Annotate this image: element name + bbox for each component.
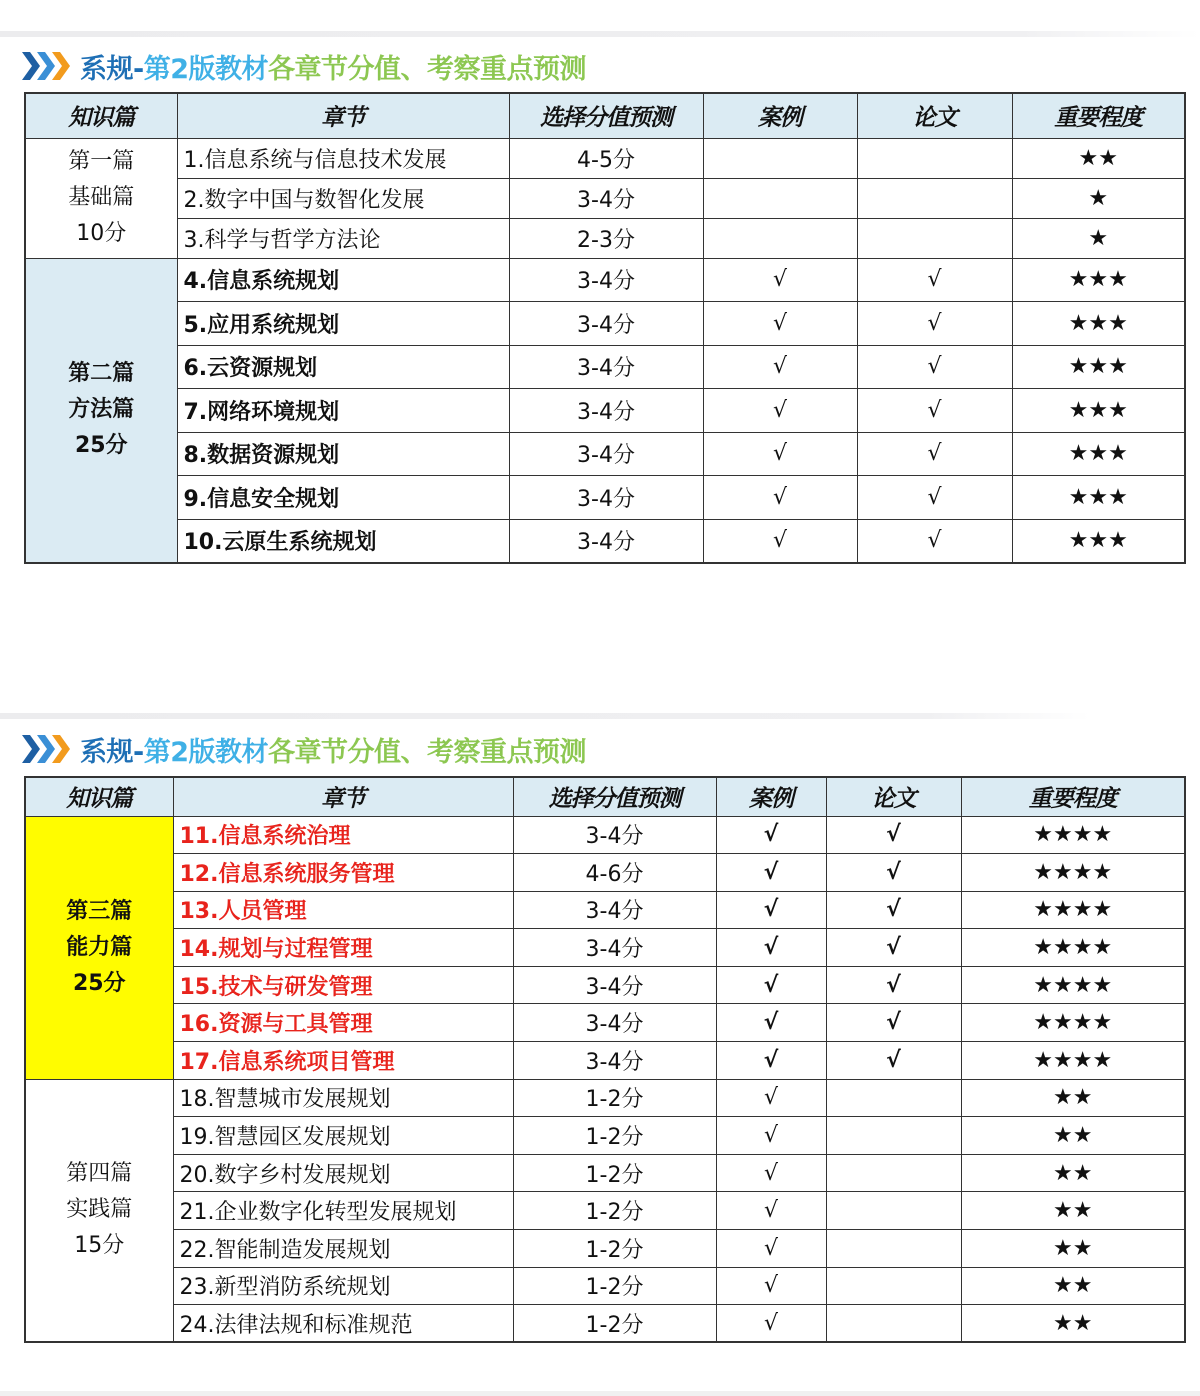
- essay-cell: [857, 178, 1012, 218]
- table-header-row: [25, 777, 1185, 816]
- case-cell: √: [716, 966, 826, 1004]
- score-cell: 3-4分: [513, 1004, 716, 1042]
- title-edition: 第2版教材: [143, 53, 269, 85]
- chapter-cell: 18.智慧城市发展规划: [173, 1079, 513, 1117]
- header-section: 知识篇: [25, 93, 177, 138]
- chapter-score-table-1: [24, 92, 1186, 564]
- chapter-cell: 24.法律法规和标准规范: [173, 1305, 513, 1343]
- header-section: 知识篇: [25, 777, 173, 816]
- case-cell: √: [716, 1117, 826, 1155]
- section-name: 基础篇: [68, 185, 135, 210]
- importance-stars: ★: [1012, 178, 1185, 218]
- title-subject: 各章节分值、考察重点预测: [268, 736, 587, 768]
- importance-stars: ★★: [961, 1117, 1185, 1155]
- case-cell: √: [703, 258, 857, 302]
- chapter-cell: 4.信息系统规划: [177, 258, 509, 302]
- essay-cell: √: [826, 891, 961, 929]
- score-cell: 3-4分: [509, 519, 703, 563]
- title-prefix: 系规-: [80, 53, 144, 85]
- section-label-ability: [25, 816, 173, 1079]
- chapter-cell: 14.规划与过程管理: [173, 929, 513, 967]
- case-cell: √: [716, 1004, 826, 1042]
- importance-stars: ★★★: [1012, 389, 1185, 433]
- table-row: [25, 1079, 1185, 1117]
- score-cell: 1-2分: [513, 1305, 716, 1343]
- title-edition: 第2版教材: [143, 736, 269, 768]
- chapter-score-table-2: [24, 776, 1186, 1343]
- top-divider-band: [0, 31, 1200, 37]
- header-score: 选择分值预测: [509, 93, 703, 138]
- score-cell: 3-4分: [513, 1042, 716, 1080]
- table-row: [25, 138, 1185, 178]
- score-cell: 3-4分: [513, 966, 716, 1004]
- score-cell: 3-4分: [509, 178, 703, 218]
- header-case: 案例: [703, 93, 857, 138]
- chapter-cell: 13.人员管理: [173, 891, 513, 929]
- triple-chevron-right-icon: [22, 50, 72, 82]
- chapter-cell: 3.科学与哲学方法论: [177, 218, 509, 258]
- case-cell: √: [716, 891, 826, 929]
- table-row: [25, 178, 1185, 218]
- score-cell: 3-4分: [513, 891, 716, 929]
- table-row: [25, 1267, 1185, 1305]
- essay-cell: √: [826, 854, 961, 892]
- importance-stars: ★★★: [1012, 302, 1185, 346]
- header-essay: 论文: [857, 93, 1012, 138]
- triple-chevron-right-icon: [22, 733, 72, 765]
- header-importance: 重要程度: [1012, 93, 1185, 138]
- importance-stars: ★★: [961, 1230, 1185, 1268]
- section-number: 第三篇: [66, 898, 133, 924]
- table-row: [25, 816, 1185, 854]
- importance-stars: ★★★★: [961, 1004, 1185, 1042]
- case-cell: √: [703, 519, 857, 563]
- essay-cell: [826, 1305, 961, 1343]
- importance-stars: ★★★★: [961, 966, 1185, 1004]
- bottom-divider-band: [0, 1391, 1200, 1396]
- essay-cell: [826, 1154, 961, 1192]
- section-label-practice: [25, 1079, 173, 1342]
- importance-stars: ★★★: [1012, 432, 1185, 476]
- chapter-cell: 9.信息安全规划: [177, 476, 509, 520]
- table-row: [25, 302, 1185, 346]
- section-points: 25分: [72, 970, 126, 996]
- case-cell: √: [703, 345, 857, 389]
- case-cell: √: [716, 1230, 826, 1268]
- section-label-basic: [25, 138, 177, 258]
- score-cell: 1-2分: [513, 1117, 716, 1155]
- chapter-cell: 8.数据资源规划: [177, 432, 509, 476]
- essay-cell: [826, 1117, 961, 1155]
- chapter-cell: 16.资源与工具管理: [173, 1004, 513, 1042]
- chapter-cell: 7.网络环境规划: [177, 389, 509, 433]
- importance-stars: ★★★★: [961, 929, 1185, 967]
- essay-cell: √: [826, 1042, 961, 1080]
- importance-stars: ★★: [961, 1079, 1185, 1117]
- section-number: 第四篇: [66, 1161, 133, 1187]
- table-row: [25, 258, 1185, 302]
- score-cell: 1-2分: [513, 1079, 716, 1117]
- essay-cell: √: [826, 816, 961, 854]
- importance-stars: ★★: [1012, 138, 1185, 178]
- importance-stars: ★★★★: [961, 854, 1185, 892]
- case-cell: √: [703, 389, 857, 433]
- middle-divider-band: [0, 713, 1090, 719]
- chapter-cell: 10.云原生系统规划: [177, 519, 509, 563]
- essay-cell: [826, 1230, 961, 1268]
- section-points: 10分: [76, 221, 127, 246]
- essay-cell: √: [857, 345, 1012, 389]
- case-cell: [703, 218, 857, 258]
- section-label-method: [25, 258, 177, 563]
- table-row: [25, 1192, 1185, 1230]
- importance-stars: ★★: [961, 1154, 1185, 1192]
- table-row: [25, 1305, 1185, 1343]
- section-title-1: [22, 44, 586, 88]
- chapter-cell: 11.信息系统治理: [173, 816, 513, 854]
- section-name: 方法篇: [68, 397, 135, 422]
- importance-stars: ★★★: [1012, 476, 1185, 520]
- table-row: [25, 1230, 1185, 1268]
- case-cell: √: [703, 476, 857, 520]
- header-case: 案例: [716, 777, 826, 816]
- chapter-cell: 2.数字中国与数智化发展: [177, 178, 509, 218]
- chapter-cell: 22.智能制造发展规划: [173, 1230, 513, 1268]
- section-name: 实践篇: [66, 1197, 133, 1223]
- case-cell: √: [716, 929, 826, 967]
- score-cell: 3-4分: [513, 816, 716, 854]
- essay-cell: √: [826, 966, 961, 1004]
- importance-stars: ★★★: [1012, 258, 1185, 302]
- importance-stars: ★★★★: [961, 891, 1185, 929]
- importance-stars: ★★★: [1012, 345, 1185, 389]
- chapter-cell: 21.企业数字化转型发展规划: [173, 1192, 513, 1230]
- header-importance: 重要程度: [961, 777, 1185, 816]
- table-row: [25, 929, 1185, 967]
- score-cell: 3-4分: [509, 302, 703, 346]
- essay-cell: [826, 1192, 961, 1230]
- title-subject: 各章节分值、考察重点预测: [268, 53, 587, 85]
- importance-stars: ★★★★: [961, 1042, 1185, 1080]
- case-cell: √: [716, 1267, 826, 1305]
- case-cell: √: [716, 1042, 826, 1080]
- score-cell: 1-2分: [513, 1192, 716, 1230]
- table-row: [25, 1004, 1185, 1042]
- case-cell: √: [716, 1154, 826, 1192]
- score-cell: 3-4分: [509, 432, 703, 476]
- section-title-2: [22, 727, 586, 771]
- section-points: 25分: [74, 433, 128, 458]
- table-row: [25, 432, 1185, 476]
- chapter-cell: 23.新型消防系统规划: [173, 1267, 513, 1305]
- essay-cell: √: [857, 302, 1012, 346]
- essay-cell: √: [826, 929, 961, 967]
- case-cell: √: [716, 1192, 826, 1230]
- table-row: [25, 1042, 1185, 1080]
- table-row: [25, 476, 1185, 520]
- chapter-cell: 5.应用系统规划: [177, 302, 509, 346]
- essay-cell: [857, 218, 1012, 258]
- score-cell: 4-6分: [513, 854, 716, 892]
- section-name: 能力篇: [66, 934, 133, 960]
- chapter-cell: 1.信息系统与信息技术发展: [177, 138, 509, 178]
- chapter-cell: 20.数字乡村发展规划: [173, 1154, 513, 1192]
- case-cell: √: [716, 816, 826, 854]
- score-cell: 1-2分: [513, 1154, 716, 1192]
- table-row: [25, 854, 1185, 892]
- title-prefix: 系规-: [80, 736, 144, 768]
- essay-cell: √: [857, 476, 1012, 520]
- table-row: [25, 1154, 1185, 1192]
- essay-cell: [857, 138, 1012, 178]
- chapter-cell: 19.智慧园区发展规划: [173, 1117, 513, 1155]
- score-cell: 3-4分: [509, 258, 703, 302]
- score-cell: 4-5分: [509, 138, 703, 178]
- score-cell: 2-3分: [509, 218, 703, 258]
- importance-stars: ★: [1012, 218, 1185, 258]
- essay-cell: √: [857, 432, 1012, 476]
- table-row: [25, 218, 1185, 258]
- score-cell: 1-2分: [513, 1267, 716, 1305]
- case-cell: √: [716, 854, 826, 892]
- essay-cell: √: [857, 258, 1012, 302]
- importance-stars: ★★: [961, 1192, 1185, 1230]
- score-cell: 3-4分: [509, 345, 703, 389]
- header-chapter: 章节: [173, 777, 513, 816]
- importance-stars: ★★: [961, 1305, 1185, 1343]
- chapter-cell: 12.信息系统服务管理: [173, 854, 513, 892]
- case-cell: √: [716, 1305, 826, 1343]
- score-cell: 1-2分: [513, 1230, 716, 1268]
- table-row: [25, 389, 1185, 433]
- score-cell: 3-4分: [509, 389, 703, 433]
- table-row: [25, 345, 1185, 389]
- case-cell: √: [716, 1079, 826, 1117]
- chapter-cell: 15.技术与研发管理: [173, 966, 513, 1004]
- case-cell: [703, 178, 857, 218]
- table-row: [25, 1117, 1185, 1155]
- section-points: 15分: [74, 1233, 125, 1259]
- section-number: 第一篇: [68, 149, 135, 174]
- essay-cell: √: [826, 1004, 961, 1042]
- table-row: [25, 519, 1185, 563]
- chapter-cell: 6.云资源规划: [177, 345, 509, 389]
- table-header-row: [25, 93, 1185, 138]
- table-row: [25, 891, 1185, 929]
- case-cell: √: [703, 432, 857, 476]
- table-row: [25, 966, 1185, 1004]
- essay-cell: [826, 1079, 961, 1117]
- case-cell: [703, 138, 857, 178]
- importance-stars: ★★★: [1012, 519, 1185, 563]
- header-score: 选择分值预测: [513, 777, 716, 816]
- case-cell: √: [703, 302, 857, 346]
- essay-cell: [826, 1267, 961, 1305]
- section-number: 第二篇: [68, 361, 135, 386]
- importance-stars: ★★★★: [961, 816, 1185, 854]
- score-cell: 3-4分: [509, 476, 703, 520]
- chapter-cell: 17.信息系统项目管理: [173, 1042, 513, 1080]
- essay-cell: √: [857, 389, 1012, 433]
- header-chapter: 章节: [177, 93, 509, 138]
- header-essay: 论文: [826, 777, 961, 816]
- essay-cell: √: [857, 519, 1012, 563]
- score-cell: 3-4分: [513, 929, 716, 967]
- importance-stars: ★★: [961, 1267, 1185, 1305]
